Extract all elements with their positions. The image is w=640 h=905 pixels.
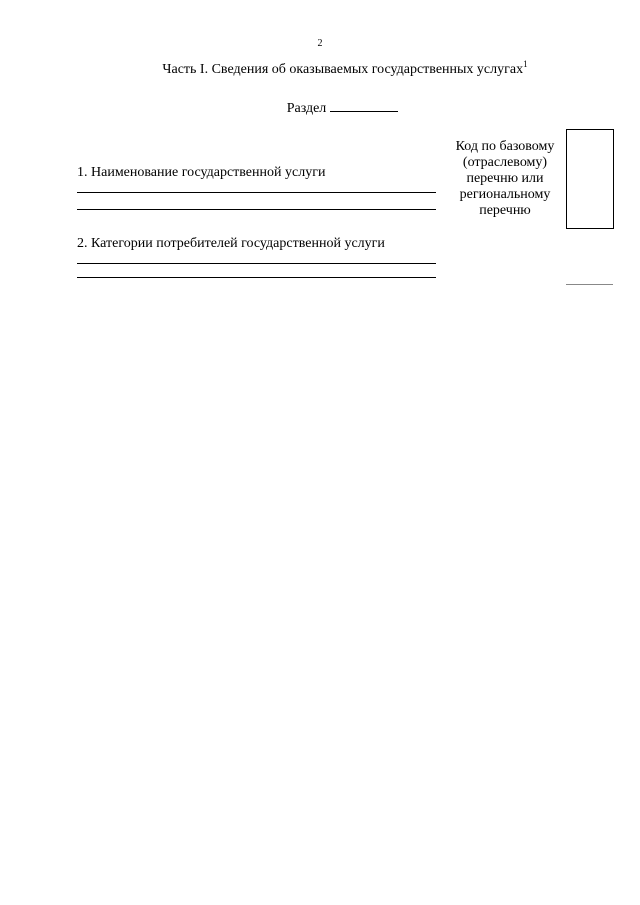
section-number-blank[interactable]: [330, 97, 398, 112]
service-name-line-2[interactable]: [77, 209, 436, 210]
registry-code-box[interactable]: [566, 129, 614, 229]
service-name-label: 1. Наименование государственной услуги: [77, 165, 326, 180]
part-title-text: Часть I. Сведения об оказываемых государственных услугах: [162, 62, 524, 77]
registry-code-label: Код по базовому (отраслевому) перечню или региональному перечню: [455, 139, 555, 218]
part-title-footnote-mark: 1: [523, 59, 528, 69]
section-line: [0, 97, 640, 118]
consumer-categories-label: 2. Категории потребителей государственной услуги: [77, 236, 385, 251]
section-label: Раздел: [286, 101, 327, 116]
registry-code-box-rule: [566, 284, 613, 285]
page-number: 2: [317, 38, 323, 49]
consumer-categories-line-1[interactable]: [77, 263, 436, 264]
service-name-line-1[interactable]: [77, 192, 436, 193]
consumer-categories-line-2[interactable]: [77, 277, 436, 278]
part-title: [0, 61, 640, 79]
